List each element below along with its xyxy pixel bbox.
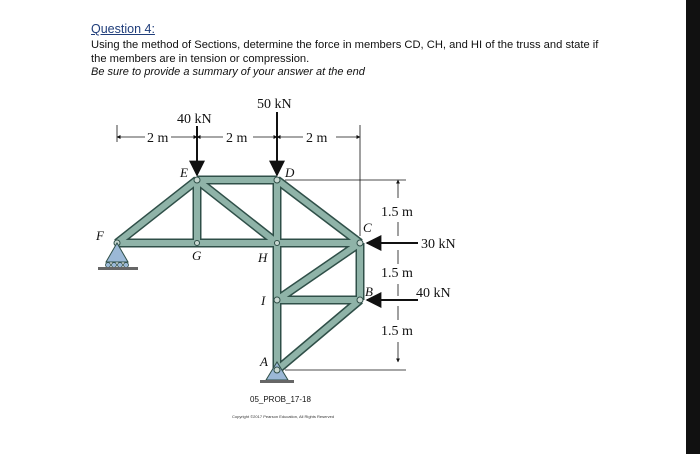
node-label-c: C — [363, 220, 372, 235]
dim-label-bot-v: 1.5 m — [381, 324, 413, 339]
question-text-line-1: Using the method of Sections, determine the force in members CD, CH, and HI of the truss and state if — [91, 39, 599, 51]
node-label-g: G — [192, 248, 202, 263]
node-label-a: A — [260, 354, 268, 369]
load-label-d: 50 kN — [257, 97, 292, 112]
question-instruction: Be sure to provide a summary of your answer at the end — [91, 66, 365, 78]
load-label-e: 40 kN — [177, 112, 212, 127]
question-title: Question 4: — [91, 22, 155, 36]
node-label-h: H — [258, 250, 268, 265]
node-label-b: B — [365, 284, 373, 299]
truss-members — [117, 180, 360, 370]
figure-caption: 05_PROB_17-18 — [250, 395, 311, 404]
dim-label-mid-v: 1.5 m — [381, 266, 413, 281]
node-label-f: F — [96, 228, 104, 243]
figure-copyright: Copyright ©2017 Pearson Education, All Rights Reserved — [232, 414, 335, 419]
dim-label-left: 2 m — [147, 131, 169, 146]
node-label-d: D — [285, 165, 295, 180]
dim-label-top-v: 1.5 m — [381, 205, 413, 220]
dim-label-right: 2 m — [306, 131, 328, 146]
question-text-line-2: the members are in tension or compression. — [91, 53, 310, 65]
load-label-b: 40 kN — [416, 286, 451, 301]
window-edge — [686, 0, 700, 454]
node-label-e: E — [180, 165, 188, 180]
load-label-c: 30 kN — [421, 237, 456, 252]
dim-label-mid: 2 m — [226, 131, 248, 146]
truss-joints — [114, 177, 363, 373]
node-label-i: I — [261, 293, 266, 308]
